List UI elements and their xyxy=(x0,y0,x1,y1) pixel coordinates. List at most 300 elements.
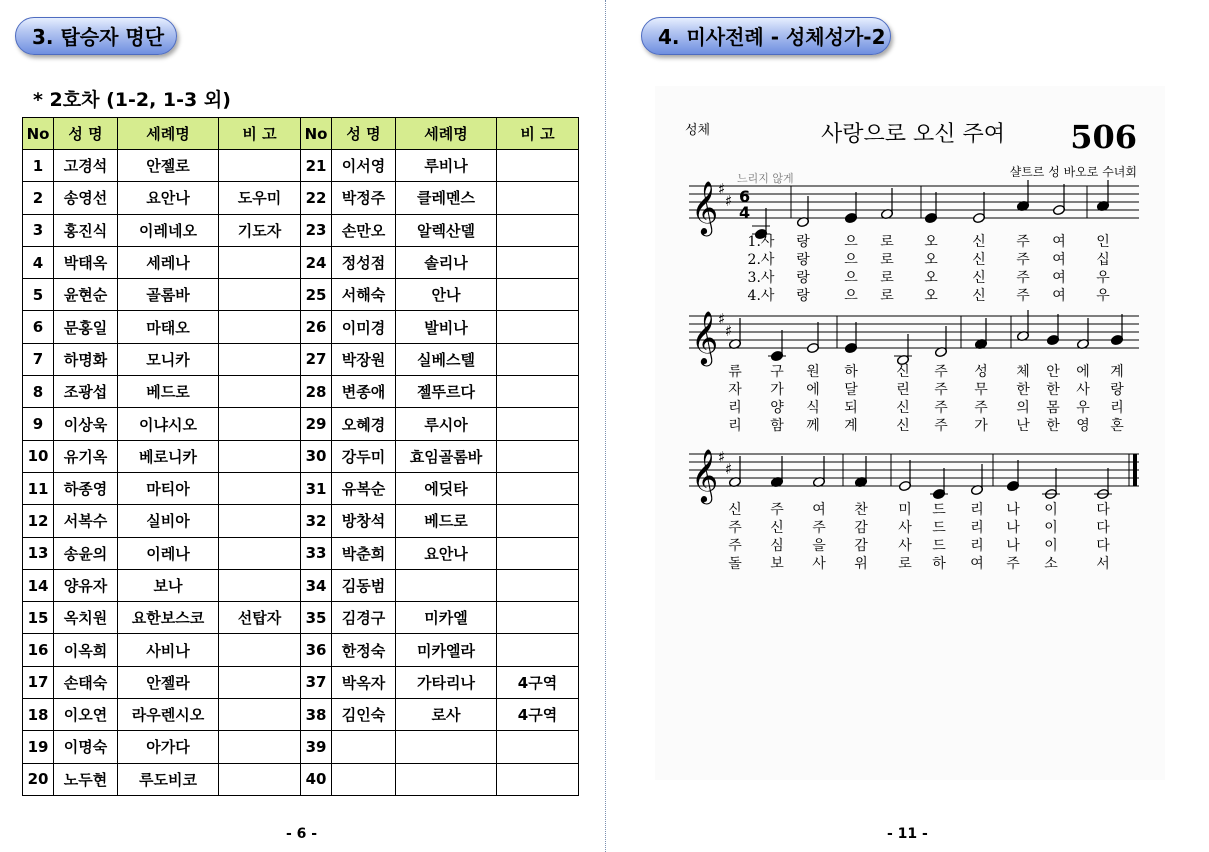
table-cell: 송영선 xyxy=(54,182,118,214)
table-cell: 로사 xyxy=(396,699,497,731)
lyric-syllable: 여 xyxy=(1052,234,1066,250)
table-cell: 28 xyxy=(301,376,332,408)
table-cell xyxy=(497,214,579,246)
table-cell: 36 xyxy=(301,634,332,666)
lyric-syllable: 감 xyxy=(854,520,868,536)
table-cell: 김동범 xyxy=(332,569,396,601)
lyric-syllable: 자 xyxy=(728,382,742,398)
lyric-syllable: 미 xyxy=(898,502,912,518)
table-cell xyxy=(332,763,396,795)
lyric-syllable: 나 xyxy=(1006,520,1020,536)
table-cell: 미카엘 xyxy=(396,602,497,634)
table-row xyxy=(23,731,579,763)
table-row xyxy=(23,376,579,408)
table-row xyxy=(23,602,579,634)
lyric-syllable: 구 xyxy=(770,364,784,380)
lyric-syllable: 랑 xyxy=(796,234,810,250)
table-cell xyxy=(497,537,579,569)
column-header: 비 고 xyxy=(497,118,579,150)
lyric-syllable: 주 xyxy=(812,520,826,536)
table-cell: 홍진식 xyxy=(54,214,118,246)
table-cell: 솔리나 xyxy=(396,246,497,278)
table-cell: 이상욱 xyxy=(54,408,118,440)
table-cell: 7 xyxy=(23,343,54,375)
table-cell xyxy=(219,376,301,408)
passenger-table xyxy=(22,117,579,796)
table-cell: 골롬바 xyxy=(118,279,219,311)
table-cell: 19 xyxy=(23,731,54,763)
lyric-syllable: 여 xyxy=(812,502,826,518)
table-cell xyxy=(219,472,301,504)
lyric-syllable: 심 xyxy=(770,538,784,554)
lyric-syllable: 주 xyxy=(1016,234,1030,250)
lyric-syllable: 으 xyxy=(844,270,858,286)
table-cell: 37 xyxy=(301,666,332,698)
table-cell: 20 xyxy=(23,763,54,795)
table-cell: 4구역 xyxy=(497,699,579,731)
lyric-syllable: 주 xyxy=(934,400,948,416)
table-cell xyxy=(219,634,301,666)
table-cell: 클레멘스 xyxy=(396,182,497,214)
table-cell xyxy=(497,279,579,311)
table-cell: 31 xyxy=(301,472,332,504)
table-cell: 노두현 xyxy=(54,763,118,795)
table-cell: 박태옥 xyxy=(54,246,118,278)
table-cell: 박장원 xyxy=(332,343,396,375)
lyric-syllable: 로 xyxy=(880,252,894,268)
table-cell: 8 xyxy=(23,376,54,408)
sharp-icon: ♯ xyxy=(725,460,733,478)
table-cell: 루시아 xyxy=(396,408,497,440)
time-signature-bottom: 4 xyxy=(739,203,751,222)
table-cell xyxy=(219,408,301,440)
bus-subtitle: * 2호차 (1-2, 1-3 외) xyxy=(33,89,231,111)
lyric-syllable: 소 xyxy=(1044,556,1058,572)
right-page xyxy=(607,0,1209,852)
table-row xyxy=(23,343,579,375)
lyric-syllable: 다 xyxy=(1096,502,1110,518)
table-cell: 송윤의 xyxy=(54,537,118,569)
table-cell xyxy=(219,569,301,601)
column-header: 세례명 xyxy=(396,118,497,150)
column-header: No xyxy=(301,118,332,150)
lyric-syllable: 찬 xyxy=(854,502,868,518)
lyric-syllable: 신 xyxy=(896,418,910,434)
table-cell xyxy=(396,569,497,601)
lyric-syllable: 리 xyxy=(970,520,984,536)
lyric-syllable: 감 xyxy=(854,538,868,554)
lyric-syllable: 2.사 xyxy=(747,252,775,268)
lyric-syllable: 신 xyxy=(972,234,986,250)
lyric-syllable: 리 xyxy=(1110,400,1124,416)
lyric-syllable: 이 xyxy=(1044,520,1058,536)
lyric-syllable: 신 xyxy=(972,270,986,286)
table-cell: 이냐시오 xyxy=(118,408,219,440)
column-header: 성 명 xyxy=(54,118,118,150)
treble-clef-icon: 𝄞 xyxy=(691,180,719,234)
lyric-syllable: 주 xyxy=(1016,252,1030,268)
lyric-syllable: 돌 xyxy=(728,556,742,572)
lyric-syllable: 되 xyxy=(844,400,858,416)
lyric-syllable: 로 xyxy=(880,288,894,304)
table-cell xyxy=(219,311,301,343)
table-cell: 세레나 xyxy=(118,246,219,278)
lyric-syllable: 달 xyxy=(844,382,858,398)
lyric-syllable: 여 xyxy=(970,556,984,572)
table-cell: 5 xyxy=(23,279,54,311)
lyric-syllable: 나 xyxy=(1006,502,1020,518)
table-cell: 25 xyxy=(301,279,332,311)
lyric-syllable: 드 xyxy=(932,520,946,536)
table-cell: 한정숙 xyxy=(332,634,396,666)
lyric-syllable: 주 xyxy=(934,382,948,398)
lyric-syllable: 을 xyxy=(812,538,826,554)
lyric-syllable: 에 xyxy=(806,382,820,398)
table-row xyxy=(23,505,579,537)
table-cell: 하종영 xyxy=(54,472,118,504)
table-cell: 40 xyxy=(301,763,332,795)
page-number: - 11 - xyxy=(887,826,928,842)
lyric-syllable: 1.사 xyxy=(747,234,775,250)
lyric-syllable: 신 xyxy=(770,520,784,536)
table-row xyxy=(23,279,579,311)
table-cell xyxy=(219,246,301,278)
table-cell xyxy=(219,279,301,311)
table-cell: 16 xyxy=(23,634,54,666)
table-cell: 강두미 xyxy=(332,440,396,472)
table-cell: 22 xyxy=(301,182,332,214)
lyric-syllable: 으 xyxy=(844,288,858,304)
table-cell: 가타리나 xyxy=(396,666,497,698)
table-cell: 안젤로 xyxy=(118,150,219,182)
table-cell: 이레나 xyxy=(118,537,219,569)
lyric-syllable: 리 xyxy=(728,418,742,434)
table-cell: 선탑자 xyxy=(219,602,301,634)
table-cell: 14 xyxy=(23,569,54,601)
lyric-syllable: 나 xyxy=(1006,538,1020,554)
table-cell: 요안나 xyxy=(396,537,497,569)
lyric-syllable: 주 xyxy=(1016,270,1030,286)
table-cell: 정성점 xyxy=(332,246,396,278)
lyric-syllable: 한 xyxy=(1046,418,1060,434)
page-number: - 6 - xyxy=(286,826,318,842)
lyric-syllable: 로 xyxy=(880,234,894,250)
lyric-syllable: 하 xyxy=(932,556,946,572)
table-cell: 서복수 xyxy=(54,505,118,537)
lyric-syllable: 으 xyxy=(844,234,858,250)
table-cell: 29 xyxy=(301,408,332,440)
lyric-syllable: 혼 xyxy=(1110,418,1124,434)
table-cell: 라우렌시오 xyxy=(118,699,219,731)
table-cell xyxy=(219,343,301,375)
table-cell: 유기옥 xyxy=(54,440,118,472)
hymn-sheet xyxy=(655,86,1165,780)
lyric-syllable: 우 xyxy=(1096,270,1110,286)
lyric-syllable: 주 xyxy=(934,364,948,380)
table-cell: 효임골롬바 xyxy=(396,440,497,472)
table-cell: 23 xyxy=(301,214,332,246)
table-cell xyxy=(497,408,579,440)
table-cell: 32 xyxy=(301,505,332,537)
table-cell xyxy=(497,763,579,795)
table-cell: 30 xyxy=(301,440,332,472)
lyric-syllable: 우 xyxy=(1096,288,1110,304)
table-row xyxy=(23,569,579,601)
table-cell: 루도비코 xyxy=(118,763,219,795)
section-heading-roster: 3. 탑승자 명단 xyxy=(15,17,177,55)
lyric-syllable: 서 xyxy=(1096,556,1110,572)
treble-clef-icon: 𝄞 xyxy=(691,310,719,364)
table-cell xyxy=(497,569,579,601)
table-cell xyxy=(497,311,579,343)
hymn-composer: 샬트르 성 바오로 수녀회 xyxy=(1009,165,1137,179)
table-cell xyxy=(219,440,301,472)
table-cell: 15 xyxy=(23,602,54,634)
lyric-syllable: 오 xyxy=(924,234,938,250)
table-cell: 손만오 xyxy=(332,214,396,246)
lyric-syllable: 오 xyxy=(924,288,938,304)
table-cell: 2 xyxy=(23,182,54,214)
table-cell: 도우미 xyxy=(219,182,301,214)
lyric-syllable: 주 xyxy=(934,418,948,434)
table-cell: 베로니카 xyxy=(118,440,219,472)
lyric-syllable: 성 xyxy=(974,364,988,380)
lyric-syllable: 몸 xyxy=(1046,400,1060,416)
lyric-syllable: 여 xyxy=(1052,270,1066,286)
lyric-syllable: 신 xyxy=(972,288,986,304)
table-cell: 모니카 xyxy=(118,343,219,375)
table-cell: 요안나 xyxy=(118,182,219,214)
table-header-row xyxy=(23,118,579,150)
table-row xyxy=(23,472,579,504)
lyric-syllable: 사 xyxy=(898,520,912,536)
lyric-syllable: 리 xyxy=(970,538,984,554)
lyric-syllable: 드 xyxy=(932,502,946,518)
table-cell: 17 xyxy=(23,666,54,698)
table-cell xyxy=(219,763,301,795)
lyric-syllable: 랑 xyxy=(796,288,810,304)
table-cell: 알렉산델 xyxy=(396,214,497,246)
lyric-syllable: 원 xyxy=(806,364,820,380)
sharp-icon: ♯ xyxy=(718,180,726,198)
lyric-syllable: 위 xyxy=(854,556,868,572)
lyric-syllable: 다 xyxy=(1096,538,1110,554)
table-cell xyxy=(497,634,579,666)
table-cell: 젤뚜르다 xyxy=(396,376,497,408)
table-cell: 아가다 xyxy=(118,731,219,763)
table-cell: 김경구 xyxy=(332,602,396,634)
lyric-syllable: 신 xyxy=(972,252,986,268)
table-cell: 6 xyxy=(23,311,54,343)
lyric-syllable: 4.사 xyxy=(747,288,775,304)
lyric-syllable: 리 xyxy=(728,400,742,416)
table-cell: 1 xyxy=(23,150,54,182)
lyric-syllable: 랑 xyxy=(796,252,810,268)
table-row xyxy=(23,699,579,731)
table-cell: 24 xyxy=(301,246,332,278)
lyric-syllable: 계 xyxy=(844,418,858,434)
table-cell: 안나 xyxy=(396,279,497,311)
table-cell: 9 xyxy=(23,408,54,440)
table-cell xyxy=(497,376,579,408)
lyric-syllable: 체 xyxy=(1016,364,1030,380)
table-cell: 윤현순 xyxy=(54,279,118,311)
table-row xyxy=(23,763,579,795)
table-cell xyxy=(497,343,579,375)
sharp-icon: ♯ xyxy=(725,192,733,210)
treble-clef-icon: 𝄞 xyxy=(691,448,719,502)
table-row xyxy=(23,246,579,278)
lyric-syllable: 오 xyxy=(924,270,938,286)
table-cell: 35 xyxy=(301,602,332,634)
table-cell xyxy=(396,763,497,795)
table-row xyxy=(23,311,579,343)
table-cell: 기도자 xyxy=(219,214,301,246)
table-cell xyxy=(396,731,497,763)
table-cell: 26 xyxy=(301,311,332,343)
hymn-tempo: 느리지 않게 xyxy=(737,172,794,185)
lyric-syllable: 리 xyxy=(970,502,984,518)
table-cell xyxy=(497,246,579,278)
lyric-syllable: 하 xyxy=(844,364,858,380)
table-cell: 루비나 xyxy=(396,150,497,182)
table-cell: 이레네오 xyxy=(118,214,219,246)
lyric-syllable: 여 xyxy=(1052,288,1066,304)
table-row xyxy=(23,408,579,440)
section-heading-hymn: 4. 미사전례 - 성체성가-2 xyxy=(641,17,891,55)
lyric-syllable: 로 xyxy=(880,270,894,286)
lyric-syllable: 드 xyxy=(932,538,946,554)
table-cell: 문홍일 xyxy=(54,311,118,343)
table-cell: 18 xyxy=(23,699,54,731)
table-row xyxy=(23,440,579,472)
lyric-syllable: 주 xyxy=(974,400,988,416)
column-header: 성 명 xyxy=(332,118,396,150)
table-cell xyxy=(219,666,301,698)
hymn-score xyxy=(655,86,1165,780)
table-cell: 12 xyxy=(23,505,54,537)
table-cell: 이옥희 xyxy=(54,634,118,666)
table-cell: 마태오 xyxy=(118,311,219,343)
lyric-syllable: 이 xyxy=(1044,502,1058,518)
time-signature-top: 6 xyxy=(739,187,751,206)
lyric-syllable: 인 xyxy=(1096,234,1110,250)
table-cell: 유복순 xyxy=(332,472,396,504)
table-cell xyxy=(219,699,301,731)
table-cell xyxy=(497,602,579,634)
lyric-syllable: 안 xyxy=(1046,364,1060,380)
table-cell: 보나 xyxy=(118,569,219,601)
table-cell: 34 xyxy=(301,569,332,601)
lyric-syllable: 계 xyxy=(1110,364,1124,380)
lyric-syllable: 한 xyxy=(1046,382,1060,398)
lyric-syllable: 로 xyxy=(898,556,912,572)
lyric-syllable: 신 xyxy=(896,400,910,416)
table-cell: 미카엘라 xyxy=(396,634,497,666)
lyric-syllable: 무 xyxy=(974,382,988,398)
lyric-syllable: 께 xyxy=(806,418,820,434)
table-cell: 10 xyxy=(23,440,54,472)
table-cell xyxy=(497,440,579,472)
table-cell xyxy=(497,150,579,182)
table-cell: 이명숙 xyxy=(54,731,118,763)
lyric-syllable: 오 xyxy=(924,252,938,268)
table-cell xyxy=(497,731,579,763)
table-cell: 고경석 xyxy=(54,150,118,182)
table-row xyxy=(23,634,579,666)
table-cell: 39 xyxy=(301,731,332,763)
lyric-syllable: 류 xyxy=(728,364,742,380)
lyric-syllable: 주 xyxy=(728,538,742,554)
table-cell xyxy=(219,505,301,537)
lyric-syllable: 주 xyxy=(728,520,742,536)
lyric-syllable: 주 xyxy=(770,502,784,518)
lyric-syllable: 사 xyxy=(812,556,826,572)
table-cell: 13 xyxy=(23,537,54,569)
lyric-syllable: 의 xyxy=(1016,400,1030,416)
table-cell xyxy=(219,731,301,763)
table-cell: 베드로 xyxy=(118,376,219,408)
lyric-syllable: 랑 xyxy=(1110,382,1124,398)
lyric-syllable: 다 xyxy=(1096,520,1110,536)
lyric-syllable: 주 xyxy=(1006,556,1020,572)
table-cell: 에딧타 xyxy=(396,472,497,504)
table-cell: 하명화 xyxy=(54,343,118,375)
sharp-icon: ♯ xyxy=(725,322,733,340)
table-cell: 베드로 xyxy=(396,505,497,537)
table-cell: 김인숙 xyxy=(332,699,396,731)
lyric-syllable: 식 xyxy=(806,400,820,416)
table-cell: 33 xyxy=(301,537,332,569)
lyric-syllable: 양 xyxy=(770,400,784,416)
table-cell: 4 xyxy=(23,246,54,278)
table-cell: 손태숙 xyxy=(54,666,118,698)
table-cell: 박옥자 xyxy=(332,666,396,698)
table-cell: 안젤라 xyxy=(118,666,219,698)
lyric-syllable: 사 xyxy=(1076,382,1090,398)
page-divider xyxy=(605,0,606,852)
lyric-syllable: 가 xyxy=(974,418,988,434)
lyric-syllable: 가 xyxy=(770,382,784,398)
table-cell xyxy=(219,150,301,182)
table-cell: 조광섭 xyxy=(54,376,118,408)
table-row xyxy=(23,182,579,214)
table-cell: 변종애 xyxy=(332,376,396,408)
table-cell: 발비나 xyxy=(396,311,497,343)
table-cell: 38 xyxy=(301,699,332,731)
table-cell: 27 xyxy=(301,343,332,375)
lyric-syllable: 3.사 xyxy=(747,270,775,286)
table-row xyxy=(23,537,579,569)
table-cell: 4구역 xyxy=(497,666,579,698)
sharp-icon: ♯ xyxy=(718,448,726,466)
table-cell: 이미경 xyxy=(332,311,396,343)
table-row xyxy=(23,214,579,246)
table-cell xyxy=(497,505,579,537)
lyric-syllable: 신 xyxy=(896,364,910,380)
table-cell xyxy=(219,537,301,569)
hymn-category: 성체 xyxy=(685,123,711,138)
lyric-syllable: 주 xyxy=(1016,288,1030,304)
lyric-syllable: 십 xyxy=(1096,252,1110,268)
table-cell: 이오연 xyxy=(54,699,118,731)
lyric-syllable: 여 xyxy=(1052,252,1066,268)
table-cell: 21 xyxy=(301,150,332,182)
column-header: No xyxy=(23,118,54,150)
table-cell: 실비아 xyxy=(118,505,219,537)
lyric-syllable: 사 xyxy=(898,538,912,554)
table-cell: 박정주 xyxy=(332,182,396,214)
